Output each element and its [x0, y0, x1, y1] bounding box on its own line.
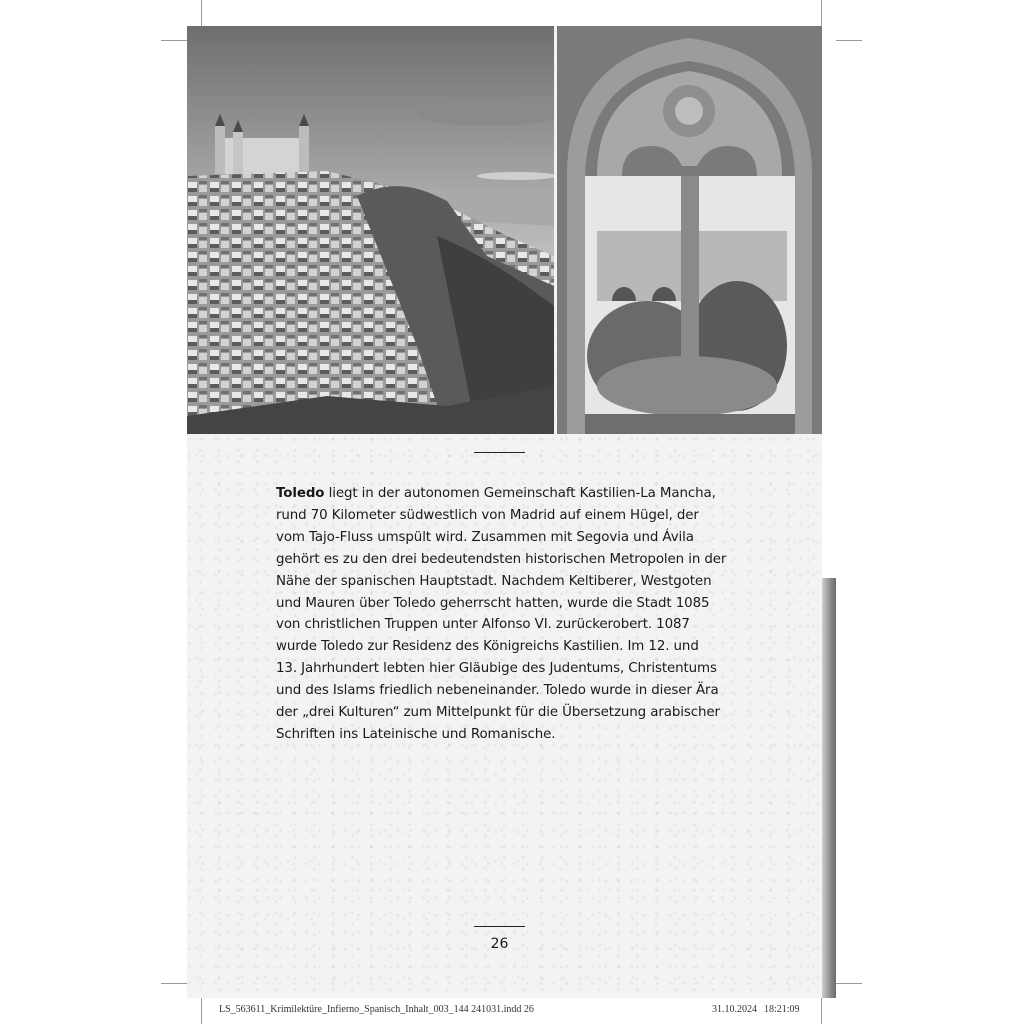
crop-mark	[201, 998, 202, 1024]
text-line: Toledo liegt in der autonomen Gemeinschaft Kastilien-La Mancha,	[276, 486, 716, 501]
top-rule	[474, 452, 525, 453]
text-line: der „drei Kulturen“ zum Mittelpunkt für die Übersetzung arabischer	[276, 705, 720, 721]
crop-mark	[161, 40, 187, 41]
text-line: Nähe der spanischen Hauptstadt. Nachdem Keltiberer, Westgoten	[276, 573, 712, 589]
cloister-window-photo	[557, 26, 822, 434]
slug-time: 18:21:09	[764, 1004, 800, 1015]
text-line: 13. Jahrhundert lebten hier Gläubige des Judentums, Christentums	[276, 661, 717, 677]
page-number: 26	[490, 936, 509, 952]
text-line: und des Islams friedlich nebeneinander. Toledo wurde in dieser Ära	[276, 683, 719, 699]
text-line: rund 70 Kilometer südwestlich von Madrid auf einem Hügel, der	[276, 507, 699, 523]
lead-word: Toledo	[276, 486, 325, 501]
text-line: vom Tajo-Fluss umspült wird. Zusammen mit Segovia und Ávila	[276, 529, 694, 545]
slug-date: 31.10.2024	[712, 1004, 757, 1015]
crop-mark	[836, 983, 862, 984]
bottom-rule	[474, 926, 525, 927]
text-line: von christlichen Truppen unter Alfonso VI. zurückerobert. 1087	[276, 617, 690, 633]
text-line: und Mauren über Toledo geherrscht hatten, wurde die Stadt 1085	[276, 595, 710, 611]
slug-filename: LS_563611_Krimilektüre_Infierno_Spanisch_Inhalt_003_144 241031.indd 26	[219, 1004, 534, 1015]
body-paragraph	[276, 483, 736, 746]
crop-mark	[821, 0, 822, 26]
crop-mark	[836, 40, 862, 41]
crop-mark	[821, 998, 822, 1024]
crop-mark	[201, 0, 202, 26]
text-line: Schriften ins Lateinische und Romanische.	[276, 726, 556, 742]
text-line: wurde Toledo zur Residenz des Königreichs Kastilien. Im 12. und	[276, 639, 699, 655]
toledo-cityscape-photo	[187, 26, 554, 434]
text-line: gehört es zu den drei bedeutendsten historischen Metropolen in der	[276, 551, 727, 567]
adjacent-page-edge	[822, 578, 836, 998]
crop-mark	[161, 983, 187, 984]
